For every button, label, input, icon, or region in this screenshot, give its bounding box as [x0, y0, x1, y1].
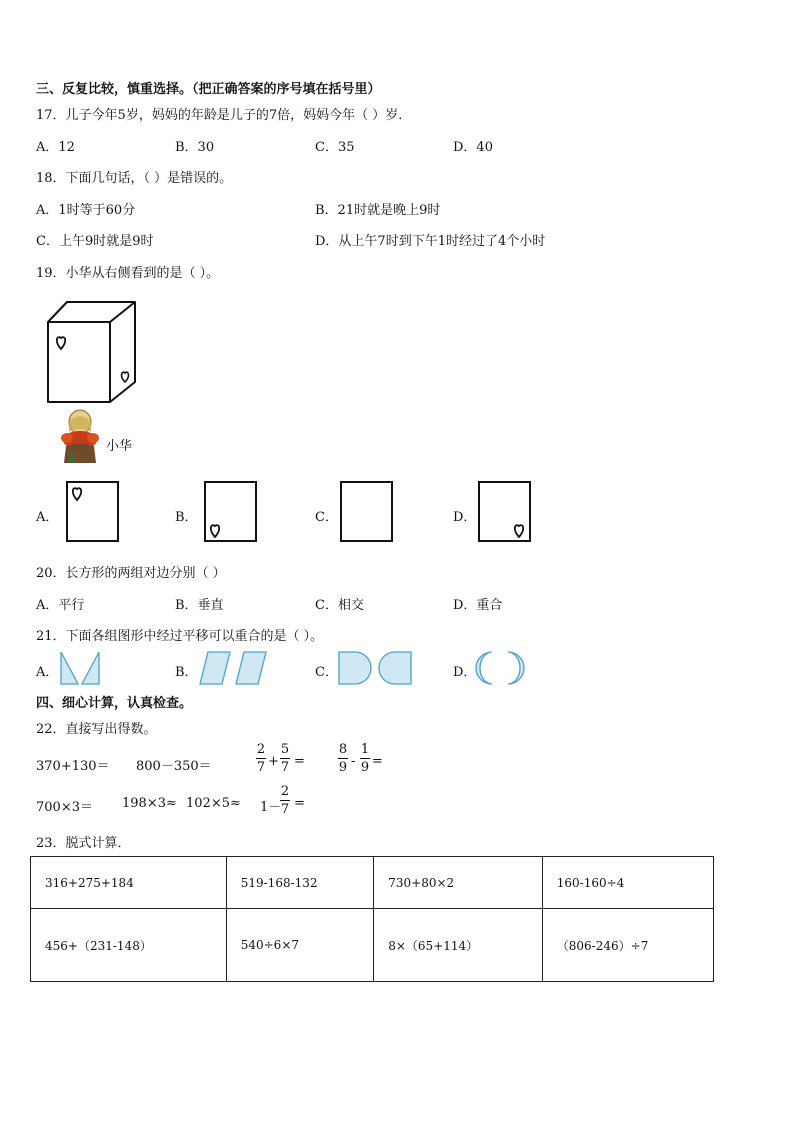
- q17-option-d[interactable]: D．40: [453, 140, 493, 155]
- q21-option-a[interactable]: A．: [36, 665, 59, 680]
- question-20-stem: 20．长方形的两组对边分别（ ）: [36, 566, 226, 581]
- table-cell[interactable]: （806-246）÷7: [542, 909, 713, 982]
- q19-option-d[interactable]: D．: [453, 510, 477, 525]
- q21-figure-d: [474, 650, 528, 686]
- fraction-2-7: 2 7: [256, 742, 266, 775]
- table-cell[interactable]: 456+（231-148）: [31, 909, 227, 982]
- section-4-title: 四、细心计算，认真检查。: [36, 696, 193, 711]
- q18-option-c[interactable]: C．上午9时就是9时: [36, 234, 154, 249]
- q19-figure-d: [478, 481, 532, 543]
- child-figure-icon: [56, 408, 104, 463]
- heart-icon: [515, 525, 523, 537]
- fraction-8-9: 8 9: [338, 742, 348, 775]
- table-cell[interactable]: 8×（65+114）: [374, 909, 543, 982]
- q18-option-b[interactable]: B．21时就是晚上9时: [315, 203, 441, 218]
- calculation-table: [30, 856, 714, 982]
- q19-figure-c: [340, 481, 394, 543]
- equals-sign: =: [294, 754, 305, 769]
- q21-option-c[interactable]: C．: [315, 665, 338, 680]
- q18-option-a[interactable]: A．1时等于60分: [36, 203, 136, 218]
- question-17-stem: 17．儿子今年5岁，妈妈的年龄是儿子的7倍，妈妈今年（ ）岁．: [36, 108, 412, 123]
- q17-option-a[interactable]: A．12: [36, 140, 75, 155]
- fraction-5-7: 5 7: [280, 742, 290, 775]
- q17-option-b[interactable]: B．30: [175, 140, 215, 155]
- question-23-stem: 23．脱式计算．: [36, 836, 131, 851]
- expr-6: 198×3≈: [122, 796, 177, 811]
- table-cell[interactable]: 160-160÷4: [542, 857, 713, 909]
- table-cell[interactable]: 519-168-132: [226, 857, 374, 909]
- q20-option-b[interactable]: B．垂直: [175, 598, 224, 613]
- plus-sign: +: [268, 754, 279, 769]
- fraction-1-9: 1 9: [360, 742, 370, 775]
- q19-figure-b: [204, 481, 258, 543]
- table-cell[interactable]: 316+275+184: [31, 857, 227, 909]
- table-cell[interactable]: 730+80×2: [374, 857, 543, 909]
- whole-minus: 1－: [260, 800, 282, 815]
- q17-option-c[interactable]: C．35: [315, 140, 355, 155]
- expr-7: 102×5≈: [186, 796, 241, 811]
- q19-option-c[interactable]: C．: [315, 510, 338, 525]
- person-label: 小华: [106, 439, 133, 454]
- expr-1: 370+130＝: [36, 759, 110, 774]
- fraction-2-7-b: 2 7: [280, 784, 290, 817]
- section-3-title: 三、反复比较，慎重选择。（把正确答案的序号填在括号里）: [36, 82, 381, 97]
- q20-option-a[interactable]: A．平行: [36, 598, 85, 613]
- q18-option-d[interactable]: D．从上午7时到下午1时经过了4个小时: [315, 234, 546, 249]
- table-cell[interactable]: 540÷6×7: [226, 909, 374, 982]
- cube-illustration: [40, 296, 150, 411]
- q21-figure-b: [198, 650, 270, 686]
- equals-sign: =: [372, 754, 383, 769]
- q19-option-a[interactable]: A．: [36, 510, 59, 525]
- question-22-stem: 22．直接写出得数。: [36, 722, 157, 737]
- heart-front-icon: [57, 337, 65, 349]
- heart-side-icon: [122, 372, 129, 382]
- question-19-stem: 19．小华从右侧看到的是（ ）。: [36, 266, 220, 281]
- equals-sign: =: [294, 796, 305, 811]
- question-18-stem: 18．下面几句话，（ ）是错误的。: [36, 171, 233, 186]
- question-21-stem: 21．下面各组图形中经过平移可以重合的是（ ）。: [36, 629, 324, 644]
- q19-option-b[interactable]: B．: [175, 510, 198, 525]
- table-row: [31, 909, 714, 982]
- q21-figure-a: [58, 650, 104, 686]
- heart-icon: [211, 525, 219, 537]
- q19-figure-a: [66, 481, 120, 543]
- q21-option-b[interactable]: B．: [175, 665, 198, 680]
- q21-option-d[interactable]: D．: [453, 665, 477, 680]
- q21-figure-c: [337, 650, 415, 686]
- q20-option-d[interactable]: D．重合: [453, 598, 503, 613]
- expr-2: 800－350＝: [136, 759, 212, 774]
- q20-option-c[interactable]: C．相交: [315, 598, 364, 613]
- heart-icon: [73, 488, 81, 500]
- expr-5: 700×3＝: [36, 800, 93, 815]
- table-row: [31, 857, 714, 909]
- minus-sign: -: [351, 754, 356, 769]
